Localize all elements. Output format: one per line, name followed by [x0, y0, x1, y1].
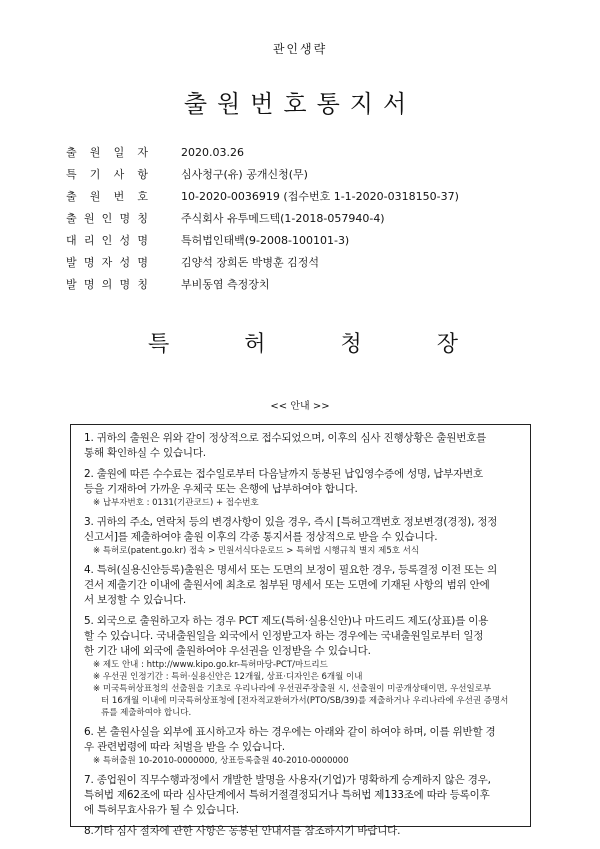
guide-text: 1. 귀하의 출원은 위와 같이 정상적으로 접수되었으며, 이후의 심사 진행상황은 출원번호를	[84, 432, 487, 444]
field-value: 심사청구(유) 공개신청(무)	[181, 168, 308, 181]
guide-text: 4. 특허(실용신안등록)출원은 명세서 또는 도면의 보정이 필요한 경우, 등록결정 이전 또는 의	[84, 564, 498, 576]
field-row	[66, 251, 586, 273]
field-value: 특허법인태백(9-2008-100101-3)	[181, 234, 350, 247]
omit-seal-note: 관인생략	[272, 42, 328, 56]
guide-item	[84, 824, 520, 839]
guide-note: ※ 미국특허상표청의 선출원을 기초로 우리나라에 우선권주장출원 시, 선출원이 미공개상태이면, 우선일로부	[93, 684, 492, 694]
document-title: 출원번호통지서	[183, 90, 417, 118]
issuer-char: 허	[244, 332, 266, 357]
field-label: 출 원 일 자	[66, 146, 148, 159]
guide-text: 7. 종업원이 직무수행과정에서 개발한 발명을 사용자(기업)가 명확하게 승계하지 않은 경우,	[84, 774, 491, 786]
guide-title: << 안내 >>	[270, 401, 330, 412]
guide-text: 3. 귀하의 주소, 연락처 등의 변경사항이 있을 경우, 즉시 [특허고객번호 정보변경(경정), 정정	[84, 516, 498, 528]
guide-item	[84, 563, 520, 608]
field-label: 발 명 의 명 칭	[66, 278, 148, 291]
guide-box	[70, 424, 531, 837]
guide-note: ※ 특허출원 10-2010-0000000, 상표등록출원 40-2010-0000000	[93, 756, 349, 766]
guide-text: 등을 기재하여 가까운 우체국 또는 은행에 납부하여야 합니다.	[84, 483, 358, 495]
guide-item	[84, 467, 520, 509]
guide-text: 5. 외국으로 출원하고자 하는 경우 PCT 제도(특허·실용신안)나 마드리드 제도(상표)를 이용	[84, 615, 489, 627]
guide-text: 한 기간 내에 외국에 출원하여야 우선권을 인정받을 수 있습니다.	[84, 645, 371, 657]
guide-note: 류를 제출하여야 합니다.	[101, 708, 192, 718]
guide-text: 2. 출원에 따른 수수료는 접수일로부터 다음날까지 동봉된 납입영수증에 성명, 납부자번호	[84, 468, 483, 480]
field-label: 대 리 인 성 명	[66, 234, 148, 247]
guide-text: 할 수 있습니다. 국내출원일을 외국에서 인정받고자 하는 경우에는 국내출원일로부터 일정	[84, 630, 484, 642]
field-value: 10-2020-0036919 (접수번호 1-1-2020-0318150-37)	[181, 190, 459, 203]
guide-text: 서 보정할 수 있습니다.	[84, 594, 187, 606]
field-row	[66, 229, 586, 251]
guide-item	[84, 773, 520, 818]
field-value: 부비동염 측정장치	[181, 278, 270, 291]
field-label: 발 명 자 성 명	[66, 256, 148, 269]
issuer-name	[148, 327, 458, 358]
guide-note: 터 16개월 이내에 미국특허상표청에 [전자적교환허가서(PTO/SB/39)를 제출하거나 우리나라에 우선권 증명서	[101, 696, 509, 706]
guide-text: 특허법 제62조에 따라 심사단계에서 특허거절결정되거나 특허법 제133조에 따라 등록이후	[84, 789, 490, 801]
guide-text: 견서 제출기간 이내에 출원서에 최초로 첨부된 명세서 또는 도면에 기재된 사항의 범위 안에	[84, 579, 490, 591]
guide-item	[84, 515, 520, 557]
issuer-char: 청	[340, 332, 362, 357]
application-fields	[66, 141, 586, 295]
guide-note: ※ 납부자번호 : 0131(기관코드) + 접수번호	[93, 498, 259, 508]
field-value: 김양석 장희돈 박병훈 김정석	[181, 256, 320, 269]
field-row	[66, 185, 586, 207]
guide-text: 에 특허무효사유가 될 수 있습니다.	[84, 804, 239, 816]
guide-text: 통해 확인하실 수 있습니다.	[84, 447, 206, 459]
issuer-char: 장	[436, 332, 458, 357]
field-label: 출 원 인 명 칭	[66, 212, 148, 225]
guide-text: 우 관련법령에 따라 처벌을 받을 수 있습니다.	[84, 741, 285, 753]
field-label: 출 원 번 호	[66, 190, 148, 203]
guide-note: ※ 특허로(patent.go.kr) 접속 > 민원서식다운로드 > 특허법 시행규칙 별지 제5호 서식	[93, 546, 420, 556]
guide-text: 6. 본 출원사실을 외부에 표시하고자 하는 경우에는 아래와 같이 하여야 하며, 이를 위반할 경	[84, 726, 496, 738]
field-label: 특 기 사 항	[66, 168, 148, 181]
guide-text: 8.기타 심사 절차에 관한 사항은 동봉된 안내서를 참조하시기 바랍니다.	[84, 825, 401, 837]
field-value: 2020.03.26	[181, 145, 244, 159]
guide-item	[84, 431, 520, 461]
guide-item	[84, 614, 520, 719]
guide-note: ※ 제도 안내 : http://www.kipo.go.kr-특허마당-PCT/마드리드	[93, 660, 328, 670]
issuer-char: 특	[148, 332, 170, 357]
guide-note: ※ 우선권 인정기간 : 특허·실용신안은 12개월, 상표·디자인은 6개월 이내	[93, 672, 363, 682]
field-row	[66, 141, 586, 163]
guide-text: 신고서]를 제출하여야 출원 이후의 각종 통지서를 정상적으로 받을 수 있습니다.	[84, 531, 438, 543]
field-value: 주식회사 유투메드텍(1-2018-057940-4)	[181, 212, 385, 225]
field-row	[66, 273, 586, 295]
field-row	[66, 207, 586, 229]
field-row	[66, 163, 586, 185]
guide-item	[84, 725, 520, 767]
